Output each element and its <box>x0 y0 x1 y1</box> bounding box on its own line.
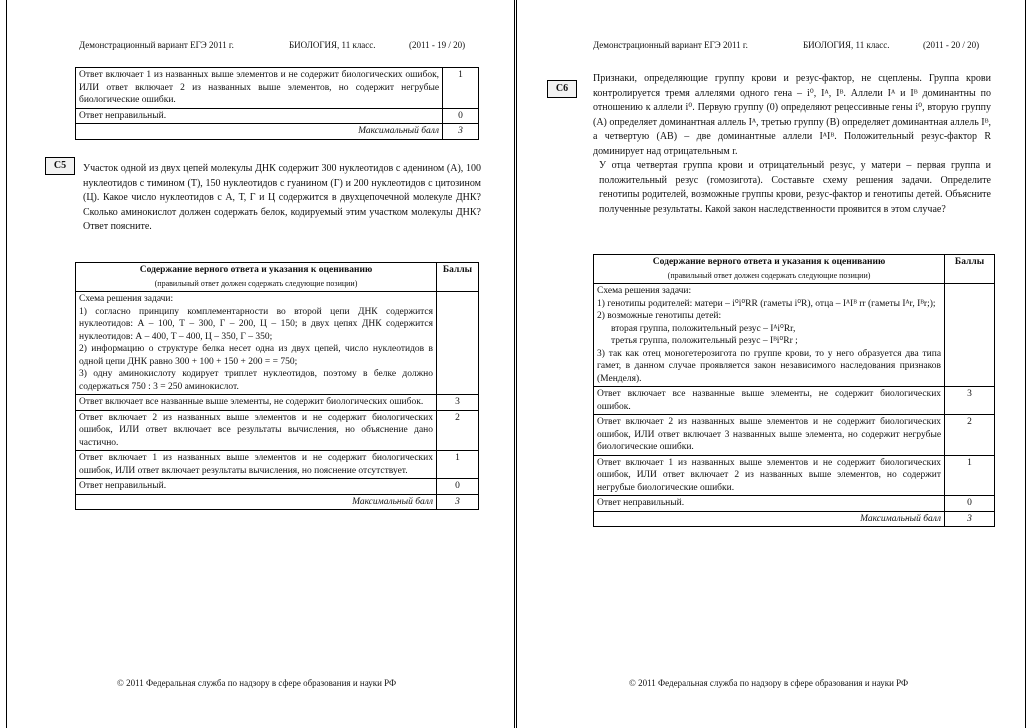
table-row <box>76 410 479 451</box>
criterion-text: Ответ неправильный. <box>76 479 437 495</box>
scheme-step: 2) возможные генотипы детей: <box>597 311 722 321</box>
table-row <box>76 68 479 109</box>
task-c6-paragraph: Признаки, определяющие группу крови и резус-фактор, не сцеплены. Группа крови контролируется тремя аллелями одного гена – i⁰, Iᴬ, Iᴮ. Аллели Iᴬ и Iᴮ доминантны по отношению к аллели i⁰. Первую группу (0) определяют рецессивные гены i⁰, вторую группу (А) определяет доминантная аллель Iᴬ, третью группу (В) определяет доминантная аллель Iᴮ, а четвертую (АВ) – две доминантные аллели IᴬIᴮ. Положительный резус-фактор R доминирует над отрицательным r. <box>593 73 991 157</box>
page-header-pages: (2011 - 20 / 20) <box>923 40 980 50</box>
scheme-step: 2) информацию о структуре белка несет одна из двух цепей, число нуклеотидов в одной цепи ДНК равно 300 + 100 + 150 + 200 = = 750; <box>79 344 434 367</box>
criterion-text: Ответ включает 1 из названных выше элементов и не содержит биологических ошибок, ИЛИ ответ включает 2 из названных выше элементов, но содержит негрубые биологические ошибки. <box>594 455 945 496</box>
page-header-pages: (2011 - 19 / 20) <box>409 40 466 50</box>
table-row <box>594 511 995 527</box>
criterion-score: 2 <box>945 415 995 456</box>
page-header-subject: БИОЛОГИЯ, 11 класс. <box>289 40 376 50</box>
top-scoring-table <box>75 67 479 140</box>
table-row <box>76 292 479 395</box>
score-header: Баллы <box>437 263 479 292</box>
scheme-step: 3) так как отец моногетерозигота по группе крови, то у него образуется два типа гамет, в данном случае проявляется закон независимого наследования признаков (Менделя). <box>597 348 942 384</box>
scheme-title: Схема решения задачи: <box>79 294 174 304</box>
criterion-text: Ответ включает все названные выше элементы, не содержит биологических ошибок. <box>76 395 437 411</box>
table-row <box>76 124 479 140</box>
max-score-value: 3 <box>443 124 479 140</box>
task-c6-question: У отца четвертая группа крови и отрицательный резус, у матери – первая группа и положительный резус (гомозигота). Составьте схему решения задачи. Определите генотипы родителей, возможные группы крови, резус-фактор и генотипы детей. Объясните полученные результаты. Какой закон наследственности проявится в этом случае? <box>599 160 991 215</box>
criterion-score: 0 <box>945 496 995 512</box>
table-row <box>76 451 479 479</box>
table-header-subtitle: (правильный ответ должен содержать следующие позиции) <box>667 270 871 280</box>
table-row <box>594 415 995 456</box>
max-score-value: 3 <box>945 511 995 527</box>
table-header <box>594 255 945 284</box>
table-row <box>76 395 479 411</box>
table-header-title: Содержание верного ответа и указания к оцениванию <box>139 265 373 275</box>
score-header: Баллы <box>945 255 995 284</box>
table-header-subtitle: (правильный ответ должен содержать следующие позиции) <box>154 278 358 288</box>
table-header-row <box>594 255 995 284</box>
scheme-substep: вторая группа, положительный резус – Iᴬi⁰Rr, <box>611 323 796 334</box>
criterion-score: 1 <box>437 451 479 479</box>
solution-scheme <box>76 292 437 395</box>
criterion-text: Ответ включает 1 из названных выше элементов и не содержит биологических ошибок, ИЛИ ответ включает 2 из названных выше элементов, но содержит негрубые биологические ошибки. <box>76 68 443 109</box>
max-score-label: Максимальный балл <box>594 511 945 527</box>
criterion-text: Ответ включает 1 из названных выше элементов и не содержит биологических ошибок, ИЛИ ответ включает результаты вычисления, но пояснение отсутствует. <box>76 451 437 479</box>
table-header <box>76 263 437 292</box>
max-score-label: Максимальный балл <box>76 494 437 510</box>
table-header-title: Содержание верного ответа и указания к оцениванию <box>652 257 886 267</box>
page-header-variant: Демонстрационный вариант ЕГЭ 2011 г. <box>593 40 748 50</box>
page-header-subject: БИОЛОГИЯ, 11 класс. <box>803 40 890 50</box>
criterion-score: 0 <box>437 479 479 495</box>
scheme-substep: третья группа, положительный резус – Iᴮi⁰Rr ; <box>611 336 798 346</box>
criterion-score: 0 <box>443 108 479 124</box>
table-row <box>594 496 995 512</box>
task-tag-c6: C6 <box>547 80 577 98</box>
task-c5-text: Участок одной из двух цепей молекулы ДНК содержит 300 нуклеотидов с аденином (А), 100 нуклеотидов с тимином (Т), 150 нуклеотидов с гуанином (Г) и 200 нуклеотидов с цитозином (Ц). Какое число нуклеотидов с А, Т, Г и Ц содержится в двухцепочечной молекуле ДНК? Сколько аминокислот должен содержать белок, кодируемый этим участком молекулы ДНК? Ответ поясните. <box>83 163 481 232</box>
page-footer: © 2011 Федеральная служба по надзору в сфере образования и науки РФ <box>629 678 909 688</box>
c6-answer-table <box>593 254 995 527</box>
table-row <box>594 284 995 387</box>
criterion-score: 3 <box>437 395 479 411</box>
c5-answer-table <box>75 262 479 510</box>
scheme-step: 1) согласно принципу комплементарности во второй цепи ДНК содержится нуклеотидов: А – 100, Т – 300, Г – 200, Ц – 150; в двух цепях ДНК содержится нуклеотидов: А – 400, Т – 400, Ц – 350, Г – 350; <box>79 306 434 342</box>
max-score-value: 3 <box>437 494 479 510</box>
empty-score-cell <box>945 284 995 387</box>
criterion-score: 1 <box>443 68 479 109</box>
page-right <box>516 0 1026 728</box>
table-row <box>594 455 995 496</box>
criterion-text: Ответ неправильный. <box>594 496 945 512</box>
empty-score-cell <box>437 292 479 395</box>
max-score-label: Максимальный балл <box>76 124 443 140</box>
scheme-step: 1) генотипы родителей: матери – i⁰i⁰RR (гаметы i⁰R), отца – IᴬIᴮ rr (гаметы Iᴬr, Iᴮr;); <box>597 298 936 309</box>
table-row <box>76 108 479 124</box>
criterion-text: Ответ включает 2 из названных выше элементов и не содержит биологических ошибок, ИЛИ ответ включает все результаты вычисления, но объяснение дано частично. <box>76 410 437 451</box>
scheme-step: 3) одну аминокислоту кодирует триплет нуклеотидов, поэтому в белке должно содержаться 750 : 3 = 250 аминокислот. <box>79 369 434 392</box>
table-row <box>594 387 995 415</box>
solution-scheme <box>594 284 945 387</box>
page-footer: © 2011 Федеральная служба по надзору в сфере образования и науки РФ <box>117 678 397 688</box>
criterion-text: Ответ неправильный. <box>76 108 443 124</box>
scheme-title: Схема решения задачи: <box>597 286 692 296</box>
criterion-text: Ответ включает 2 из названных выше элементов и не содержит биологических ошибок, ИЛИ ответ включает 3 названных выше элемента, но содержит негрубые биологические ошибки. <box>594 415 945 456</box>
page-header-variant: Демонстрационный вариант ЕГЭ 2011 г. <box>79 40 234 50</box>
criterion-score: 2 <box>437 410 479 451</box>
table-row <box>76 479 479 495</box>
table-header-row <box>76 263 479 292</box>
task-tag-c5: C5 <box>45 157 75 175</box>
criterion-score: 1 <box>945 455 995 496</box>
criterion-score: 3 <box>945 387 995 415</box>
table-row <box>76 494 479 510</box>
task-c6-text <box>593 72 991 217</box>
criterion-text: Ответ включает все названные выше элементы, не содержит биологических ошибок. <box>594 387 945 415</box>
page-left <box>6 0 515 728</box>
